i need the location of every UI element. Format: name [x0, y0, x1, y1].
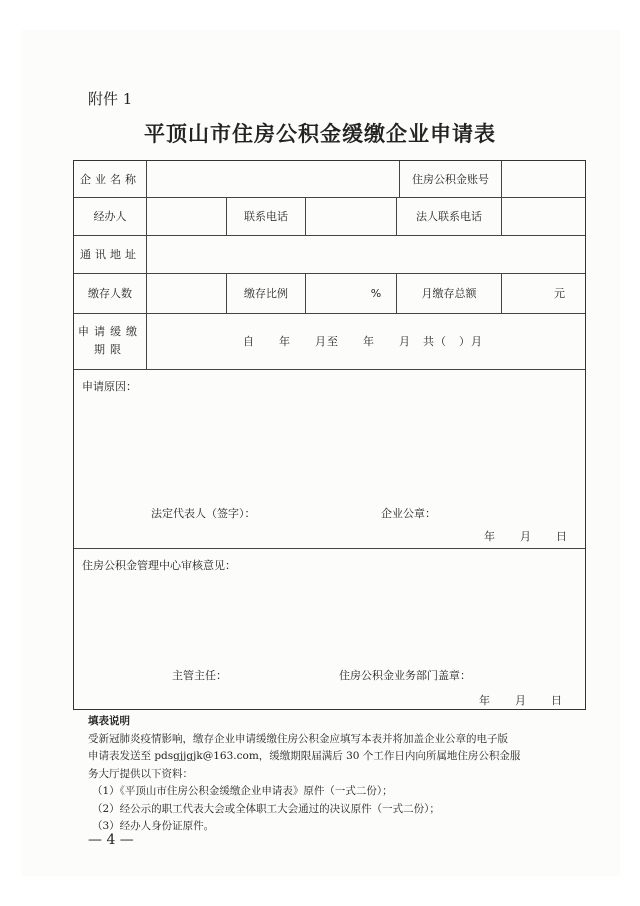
company-seal-label: 企业公章： [381, 507, 436, 520]
deposit-ratio-label: 缴存比例 [244, 287, 288, 300]
legal-phone-field[interactable] [502, 197, 585, 235]
legal-rep-sign-label: 法定代表人（签字）： [151, 507, 256, 520]
row-divider [74, 369, 585, 370]
monthly-total-field[interactable] [502, 273, 585, 313]
annex-label: 附件 1 [88, 90, 133, 108]
reason-label: 申请原因： [82, 380, 137, 393]
notes-body-line: 受新冠肺炎疫情影响，缴存企业申请缓缴住房公积金应填写本表并将加盖企业公章的电子版 [88, 732, 508, 745]
deposit-count-field[interactable] [147, 273, 226, 313]
notes-heading: 填表说明 [88, 715, 130, 727]
notes-item: （1）《平顶山市住房公积金缓缴企业申请表》原件（一式二份）； [92, 785, 393, 797]
page-number: — 4 — [88, 832, 134, 848]
handler-label: 经办人 [93, 210, 127, 223]
deposit-count-label: 缴存人数 [88, 287, 132, 300]
notes-body-line: 务大厅提供以下资料： [88, 767, 193, 780]
account-no-field[interactable] [502, 161, 585, 197]
supervisor-label: 主管主任： [172, 669, 227, 682]
address-label: 通讯地址 [80, 248, 140, 261]
filling-instructions [88, 713, 588, 836]
period-text: 自 年 月至 年 月 共（ ）月 [243, 335, 483, 348]
period-field[interactable] [147, 313, 585, 369]
account-no-label: 住房公积金账号 [412, 173, 489, 186]
address-field[interactable] [147, 235, 585, 273]
contact-phone-label: 联系电话 [244, 210, 288, 223]
form-title: 平顶山市住房公积金缓缴企业申请表 [144, 121, 496, 146]
legal-phone-label: 法人联系电话 [416, 210, 482, 223]
company-name-field[interactable] [147, 161, 399, 197]
handler-field[interactable] [147, 197, 226, 235]
period-label: 申请缓缴期限 [78, 325, 142, 356]
yuan-unit: 元 [554, 287, 565, 300]
percent-sign: % [370, 286, 382, 300]
deposit-ratio-field[interactable] [306, 273, 396, 313]
monthly-total-label: 月缴存总额 [421, 287, 477, 300]
notes-item: （2）经公示的职工代表大会或全体职工大会通过的决议原件（一式二份）； [92, 802, 440, 815]
contact-phone-field[interactable] [306, 197, 396, 235]
notes-body-line: 申请表发送至 pdsgjjgjk@163.com，缓缴期限届满后 30 个工作日内向所属地住房公积金服 [88, 750, 521, 762]
application-form-table [73, 160, 586, 710]
notes-item: （3）经办人身份证原件。 [92, 820, 215, 832]
company-name-label: 企业名称 [80, 173, 140, 186]
dept-seal-label: 住房公积金业务部门盖章： [339, 669, 471, 682]
row-divider [74, 548, 585, 549]
reason-field[interactable] [82, 395, 577, 495]
review-label: 住房公积金管理中心审核意见： [82, 559, 236, 572]
review-date: 年 月 日 [479, 694, 563, 707]
reason-date: 年 月 日 [484, 530, 568, 543]
